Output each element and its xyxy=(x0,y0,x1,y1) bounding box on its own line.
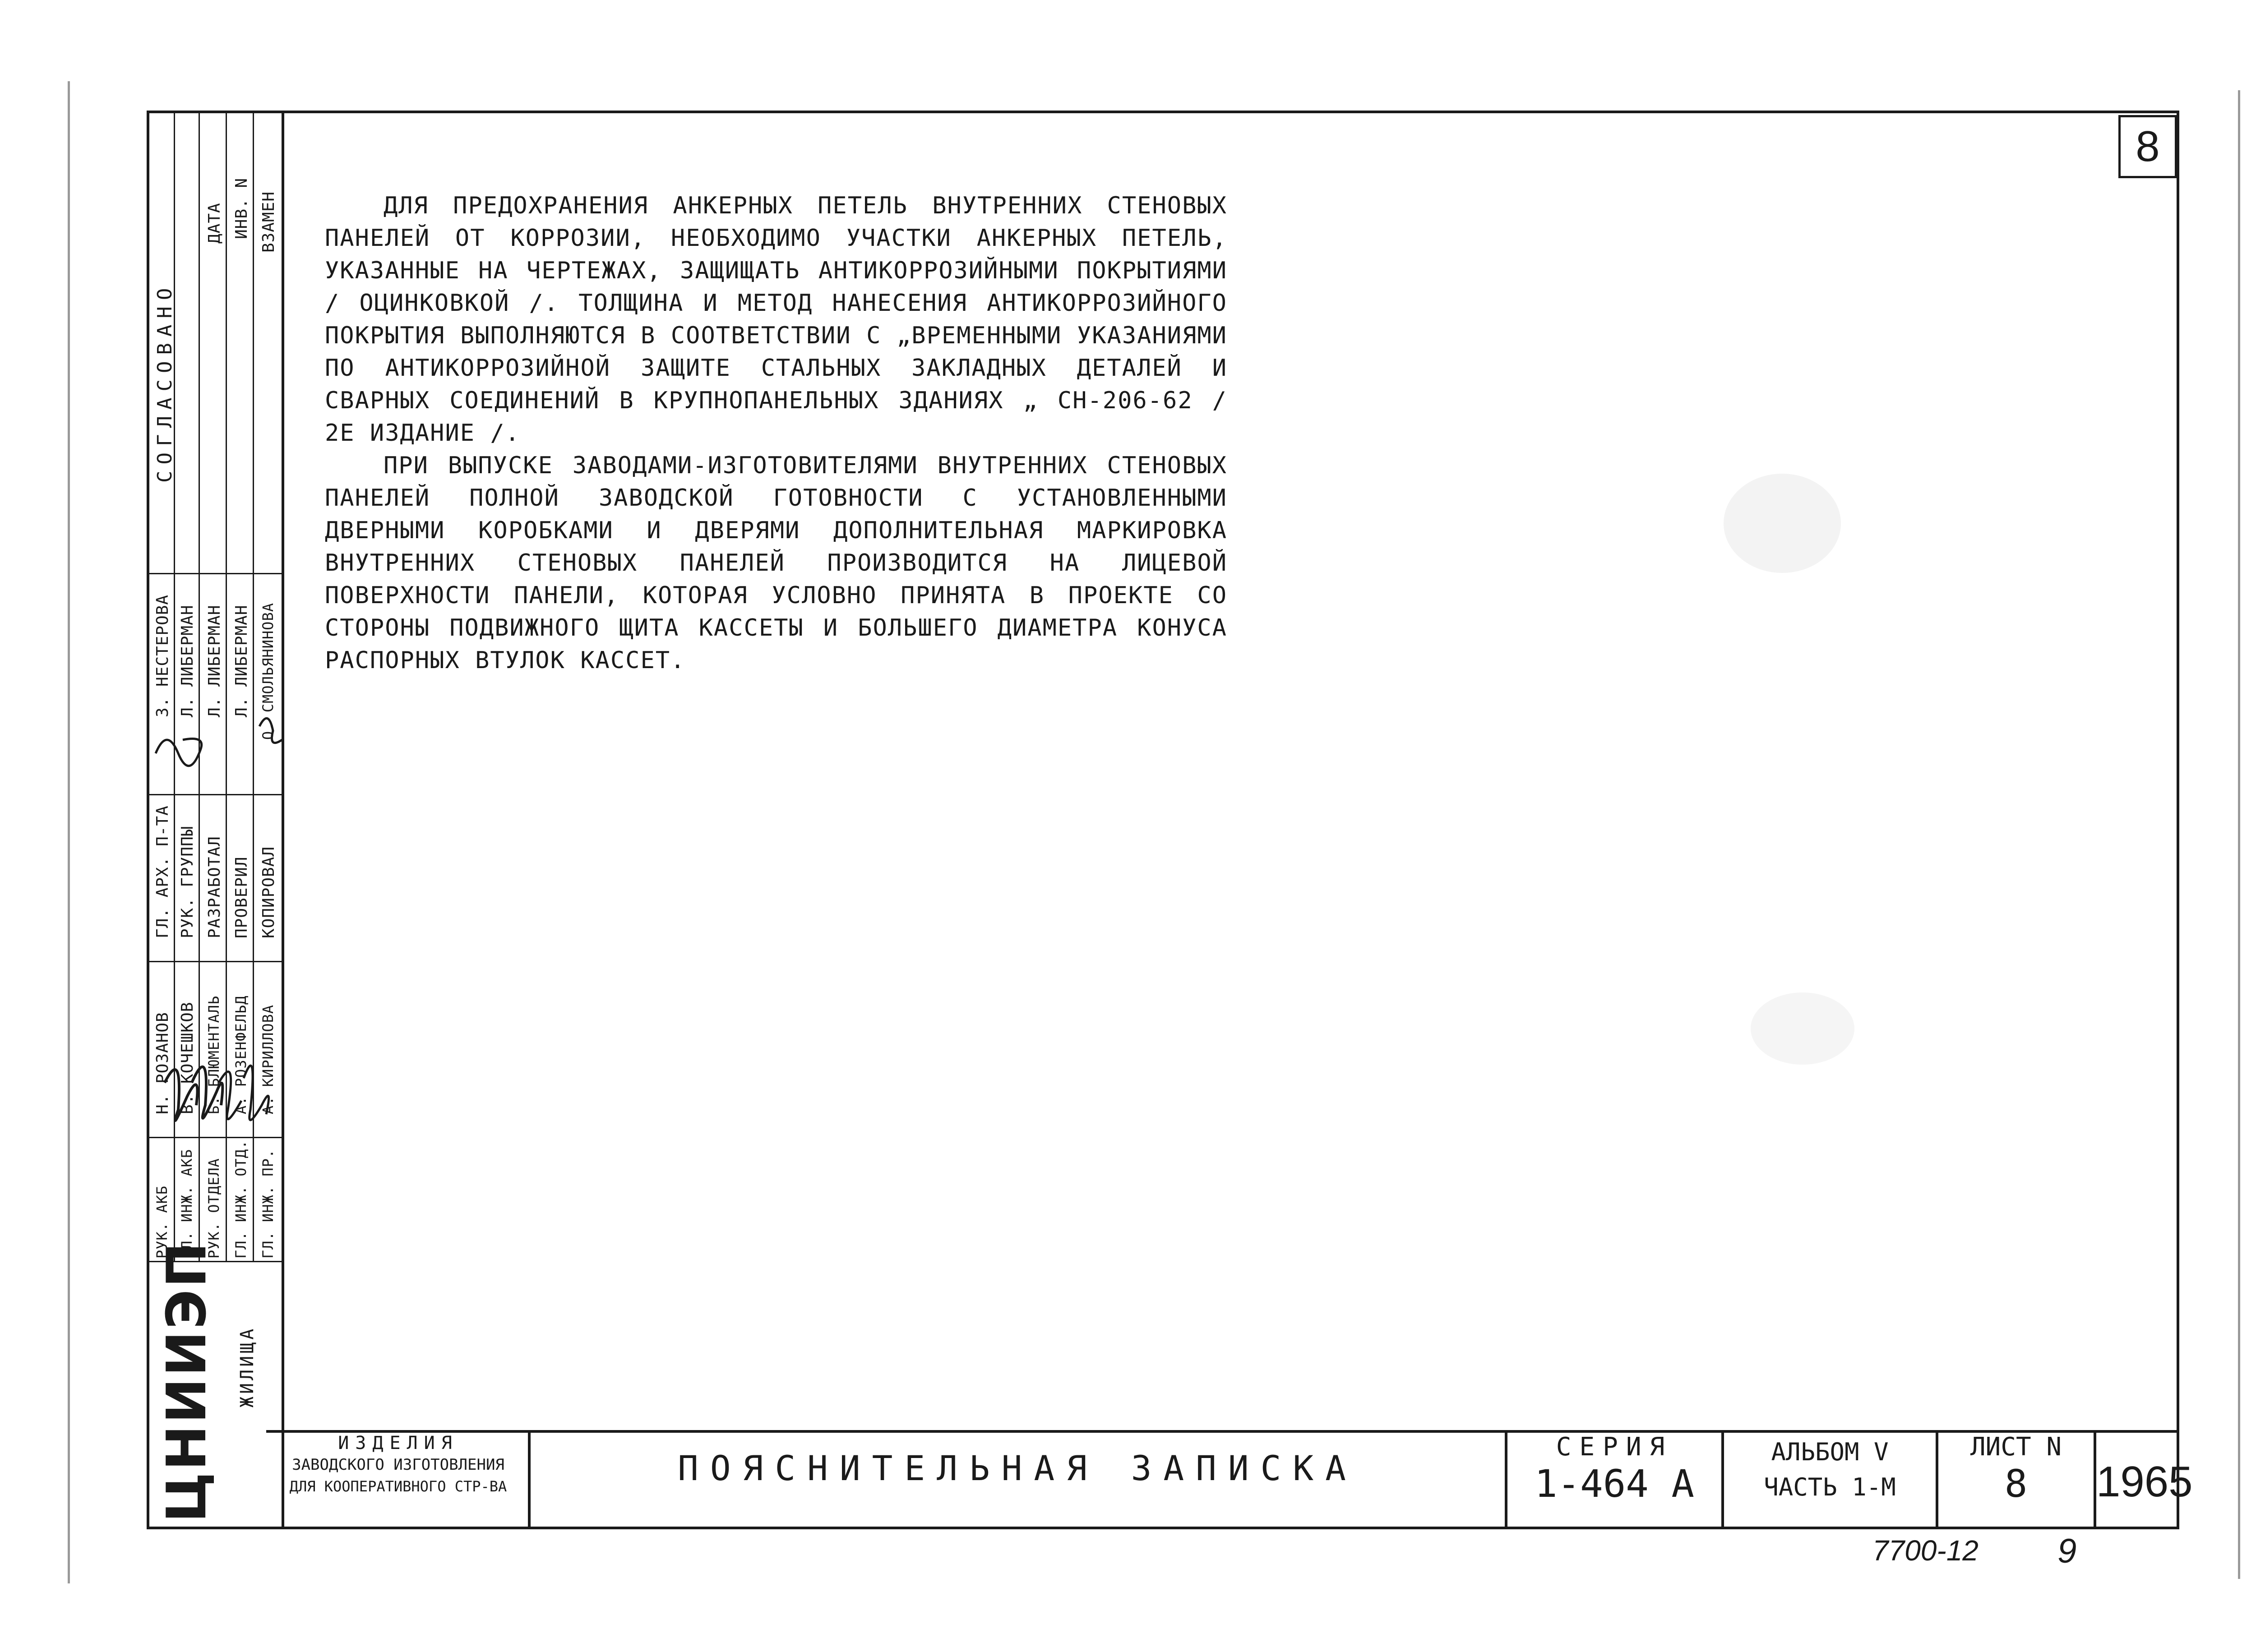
sheet-label: ЛИСТ N xyxy=(1970,1432,2062,1462)
product-line3: ДЛЯ КООПЕРАТИВНОГО СТР-ВА xyxy=(289,1478,507,1495)
album-cell xyxy=(1724,1435,1936,1505)
document-title: ПОЯСНИТЕЛЬНАЯ ЗАПИСКА xyxy=(678,1448,1358,1488)
name-kocheshkov: В. КОЧЕШКОВ xyxy=(178,1001,197,1114)
name-kirillova: А. КИРИЛЛОВА xyxy=(259,1004,277,1114)
name-smolyaninova: О. СМОЛЬЯНИНОВА xyxy=(259,603,277,740)
name-liberman: Л. ЛИБЕРМАН xyxy=(178,605,197,717)
product-line1: ИЗДЕЛИЯ xyxy=(338,1433,458,1454)
series-value: 1-464 А xyxy=(1534,1462,1694,1506)
series-label: СЕРИЯ xyxy=(1556,1432,1673,1462)
org-subtitle: ЖИЛИЩА xyxy=(237,1326,258,1407)
role-group-head: РУК. ГРУППЫ xyxy=(178,826,197,938)
product-line2: ЗАВОДСКОГО ИЗГОТОВЛЕНИЯ xyxy=(292,1456,504,1474)
date-label: ДАТА xyxy=(205,203,224,244)
series-cell xyxy=(1507,1432,1721,1506)
scan-smudge xyxy=(1751,992,1854,1065)
role-akb-chief-engineer: ГЛ. ИНЖ. АКБ xyxy=(178,1149,195,1259)
product-type-cell xyxy=(271,1432,526,1497)
explanatory-note-body xyxy=(325,189,1227,677)
role-dept-head: РУК. ОТДЕЛА xyxy=(205,1158,222,1259)
year-cell: 1965 xyxy=(2096,1458,2193,1506)
name-liberman: Л. ЛИБЕРМАН xyxy=(205,605,224,717)
paragraph-anticorrosion: ДЛЯ ПРЕДОХРАНЕНИЯ АНКЕРНЫХ ПЕТЕЛЬ ВНУТРЕННИХ СТЕНОВЫХ ПАНЕЛЕЙ ОТ КОРРОЗИИ, НЕОБХОДИМО УЧАСТКИ АНКЕРНЫХ ПЕТЕЛЬ, УКАЗАННЫЕ НА ЧЕРТЕЖАХ, ЗАЩИЩАТЬ АНТИКОРРОЗИЙНЫМИ ПОКРЫТИЯМИ / ОЦИНКОВКОЙ /. ТОЛЩИНА И МЕТОД НАНЕСЕНИЯ АНТИКОРРОЗИЙНОГО ПОКРЫТИЯ ВЫПОЛНЯЮТСЯ В СООТВЕТСТВИИ С „ВРЕМЕННЫМИ УКАЗАНИЯМИ ПО АНТИКОРРОЗИЙНОЙ ЗАЩИТЕ СТАЛЬНЫХ ЗАКЛАДНЫХ ДЕТАЛЕЙ И СВАРНЫХ СОЕДИНЕНИЙ В КРУПНОПАНЕЛЬНЫХ ЗДАНИЯХ „ СН-206-62 / 2Е ИЗДАНИЕ /. xyxy=(325,192,1227,447)
role-project-chief-engineer: ГЛ. ИНЖ. ПР. xyxy=(259,1149,277,1259)
approval-header: СОГЛАСОВАНО xyxy=(153,281,176,483)
scan-smudge xyxy=(1724,474,1841,573)
role-copied: КОПИРОВАЛ xyxy=(259,846,278,938)
org-logo: ЦНИИЭП xyxy=(156,1240,218,1523)
role-checked: ПРОВЕРИЛ xyxy=(232,856,251,938)
sheet-cell xyxy=(1938,1432,2094,1506)
album-part: ЧАСТЬ 1-М xyxy=(1764,1473,1896,1501)
scan-edge-line xyxy=(68,81,70,1583)
name-nesterova: З. НЕСТЕРОВА xyxy=(153,594,172,717)
sheet-number-box: 8 xyxy=(2118,115,2177,178)
page-number: 9 xyxy=(2057,1532,2077,1570)
scan-edge-line xyxy=(2238,90,2240,1579)
role-developed: РАЗРАБОТАЛ xyxy=(205,836,224,938)
inventory-label: ИНВ. N xyxy=(232,177,251,239)
album-label: АЛЬБОМ V xyxy=(1771,1438,1889,1466)
sheet-value: 8 xyxy=(2004,1462,2028,1506)
role-chief-architect: ГЛ. АРХ. П-ТА xyxy=(153,805,172,938)
sidebar-row-divider xyxy=(147,573,284,574)
name-rozanov: Н. РОЗАНОВ xyxy=(153,1012,172,1114)
archive-code: 7700-12 xyxy=(1872,1534,1979,1567)
signatures-drawing xyxy=(147,686,284,1272)
role-akb-head: РУК. АКБ xyxy=(153,1185,171,1259)
name-liberman: Л. ЛИБЕРМАН xyxy=(232,605,251,717)
name-blumental: Б. БЛЮМЕНТАЛЬ xyxy=(205,995,222,1114)
role-dept-chief-engineer: ГЛ. ИНЖ. ОТД. xyxy=(232,1140,250,1259)
paragraph-marking: ПРИ ВЫПУСКЕ ЗАВОДАМИ-ИЗГОТОВИТЕЛЯМИ ВНУТРЕННИХ СТЕНОВЫХ ПАНЕЛЕЙ ПОЛНОЙ ЗАВОДСКОЙ ГОТОВНОСТИ С УСТАНОВЛЕННЫМИ ДВЕРНЫМИ КОРОБКАМИ И ДВЕРЯМИ ДОПОЛНИТЕЛЬНАЯ МАРКИРОВКА ВНУТРЕННИХ СТЕНОВЫХ ПАНЕЛЕЙ ПРОИЗВОДИТСЯ НА ЛИЦЕВОЙ ПОВЕРХНОСТИ ПАНЕЛИ, КОТОРАЯ УСЛОВНО ПРИНЯТА В ПРОЕКТЕ СО СТОРОНЫ ПОДВИЖНОГО ЩИТА КАССЕТЫ И БОЛЬШЕГО ДИАМЕТРА КОНУСА РАСПОРНЫХ ВТУЛОК КАССЕТ. xyxy=(325,452,1227,674)
name-rozenfeld: А. РОЗЕНФЕЛЬД xyxy=(232,995,250,1114)
replace-label: ВЗАМЕН xyxy=(259,191,278,253)
